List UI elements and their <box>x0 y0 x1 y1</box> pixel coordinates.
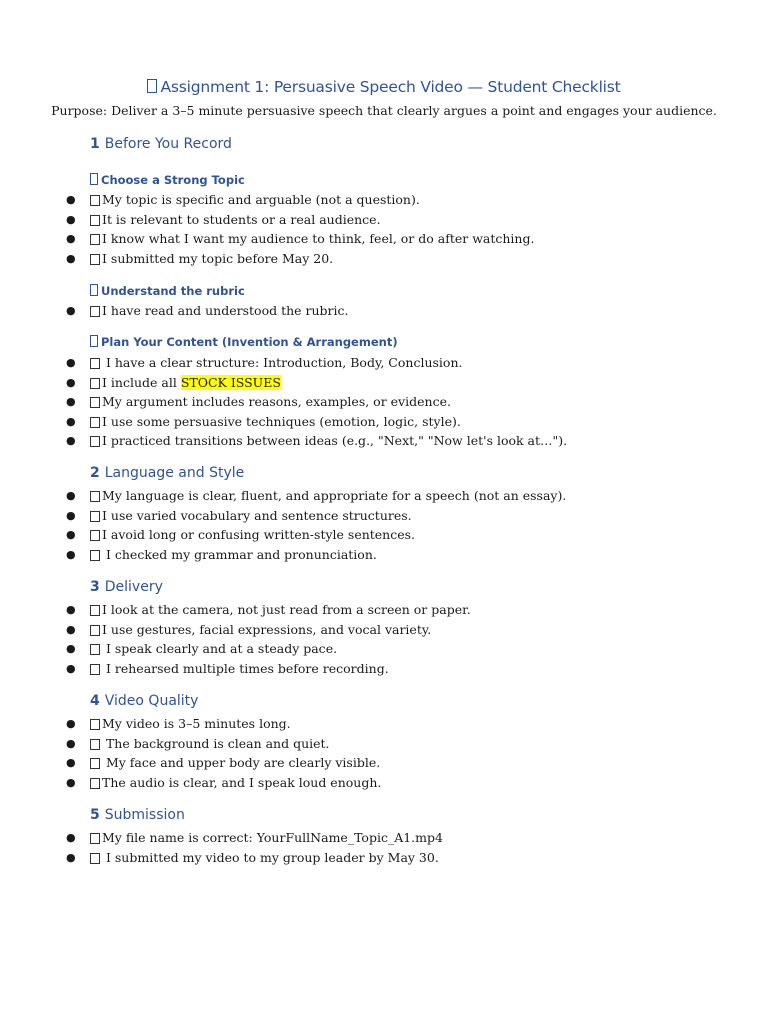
document-title <box>0 78 768 96</box>
checkbox[interactable] <box>90 758 100 769</box>
checkbox[interactable] <box>90 664 100 675</box>
bullet: ● <box>66 775 76 789</box>
list-item <box>64 506 566 526</box>
section-number: 4 <box>90 693 100 709</box>
list-item <box>64 545 566 565</box>
purpose-text: Purpose: Deliver a 3–5 minute persuasive speech that clearly argues a point and engages your audience. <box>51 103 717 118</box>
list-item <box>64 431 567 451</box>
section-title: Delivery <box>104 579 163 595</box>
checkbox[interactable] <box>90 491 100 502</box>
list-item <box>64 659 471 679</box>
list-item <box>64 412 567 432</box>
checkbox[interactable] <box>90 234 100 245</box>
checkbox[interactable] <box>90 511 100 522</box>
checkbox[interactable] <box>90 833 100 844</box>
subheading-choose-topic <box>90 173 245 187</box>
item-text: My video is 3–5 minutes long. <box>102 716 291 731</box>
section-heading-submission <box>90 807 185 823</box>
item-text: I speak clearly and at a steady pace. <box>102 641 338 656</box>
title-text: Assignment 1: Persuasive Speech Video — Student Checklist <box>160 78 621 96</box>
bullet: ● <box>66 232 76 245</box>
list-item <box>64 301 348 321</box>
section-number: 3 <box>90 579 100 595</box>
item-text: My argument includes reasons, examples, or evidence. <box>102 394 451 409</box>
item-text: I submitted my topic before May 20. <box>102 250 334 266</box>
item-text: I use some persuasive techniques (emotion, logic, style). <box>102 413 461 429</box>
missing-glyph-icon <box>90 284 98 296</box>
checkbox[interactable] <box>90 306 100 317</box>
checklist-submission <box>64 828 443 867</box>
bullet: ● <box>66 414 76 428</box>
list-item <box>64 600 471 620</box>
item-text: I have read and understood the rubric. <box>102 303 349 318</box>
item-text: I use varied vocabulary and sentence structures. <box>102 507 412 523</box>
subheading-text: Choose a Strong Topic <box>101 173 245 187</box>
list-item <box>64 249 534 269</box>
section-number: 2 <box>90 465 100 481</box>
list-item <box>64 714 381 734</box>
bullet: ● <box>66 622 76 636</box>
bullet: ● <box>66 850 76 864</box>
checkbox[interactable] <box>90 358 100 369</box>
checkbox[interactable] <box>90 254 100 265</box>
checkbox[interactable] <box>90 417 100 428</box>
checkbox[interactable] <box>90 195 100 206</box>
checklist-delivery <box>64 600 471 678</box>
item-text: I avoid long or confusing written-style sentences. <box>102 527 416 542</box>
checkbox[interactable] <box>90 739 100 750</box>
bullet: ● <box>66 356 76 369</box>
bullet: ● <box>66 434 76 447</box>
bullet: ● <box>66 375 76 389</box>
list-item <box>64 773 381 793</box>
checkbox[interactable] <box>90 436 100 447</box>
checkbox[interactable] <box>90 605 100 616</box>
checkbox[interactable] <box>90 625 100 636</box>
section-heading-before-you-record <box>90 136 232 152</box>
missing-glyph-icon <box>147 79 157 93</box>
subheading-understand-rubric <box>90 284 245 298</box>
checkbox[interactable] <box>90 378 100 389</box>
subheading-text: Plan Your Content (Invention & Arrangement) <box>101 335 398 349</box>
item-text: My file name is correct: YourFullName_Topic_A1.mp4 <box>102 830 443 845</box>
section-number: 1 <box>90 136 100 152</box>
item-text: I have a clear structure: Introduction, Body, Conclusion. <box>102 355 463 370</box>
list-item <box>64 486 566 506</box>
item-text: I practiced transitions between ideas (e.g., "Next," "Now let's look at…"). <box>102 433 568 448</box>
checklist-choose-topic <box>64 190 534 268</box>
item-text: My topic is specific and arguable (not a question). <box>102 192 420 207</box>
checklist-language-style <box>64 486 566 564</box>
list-item <box>64 639 471 659</box>
checkbox[interactable] <box>90 778 100 789</box>
list-item <box>64 525 566 545</box>
subheading-text: Understand the rubric <box>101 284 245 298</box>
checkbox[interactable] <box>90 530 100 541</box>
list-item <box>64 392 567 412</box>
section-heading-video-quality <box>90 693 198 709</box>
list-item <box>64 353 567 373</box>
bullet: ● <box>66 395 76 408</box>
item-text: I rehearsed multiple times before recording. <box>102 660 389 676</box>
bullet: ● <box>66 489 76 502</box>
item-text: I include all <box>102 374 181 390</box>
checkbox[interactable] <box>90 215 100 226</box>
item-text: The background is clean and quiet. <box>102 735 330 751</box>
section-title: Before You Record <box>104 136 232 152</box>
list-item <box>64 848 443 868</box>
section-title: Language and Style <box>104 465 245 481</box>
section-heading-language-style <box>90 465 244 481</box>
bullet: ● <box>66 717 76 730</box>
item-text: My face and upper body are clearly visible. <box>102 755 381 770</box>
item-text: I use gestures, facial expressions, and vocal variety. <box>102 621 432 637</box>
bullet: ● <box>66 661 76 675</box>
bullet: ● <box>66 736 76 750</box>
checklist-rubric <box>64 301 348 321</box>
checklist-plan-content <box>64 353 567 451</box>
checkbox[interactable] <box>90 719 100 730</box>
section-number: 5 <box>90 807 100 823</box>
subheading-plan-content <box>90 335 398 349</box>
section-title: Video Quality <box>104 693 199 709</box>
section-heading-delivery <box>90 579 163 595</box>
checkbox[interactable] <box>90 644 100 655</box>
bullet: ● <box>66 251 76 265</box>
bullet: ● <box>66 528 76 541</box>
missing-glyph-icon <box>90 335 98 347</box>
item-text: The audio is clear, and I speak loud enough. <box>102 774 382 790</box>
bullet: ● <box>66 304 76 317</box>
list-item <box>64 190 534 210</box>
checklist-video-quality <box>64 714 381 792</box>
bullet: ● <box>66 508 76 522</box>
list-item <box>64 734 381 754</box>
checkbox[interactable] <box>90 550 100 561</box>
bullet: ● <box>66 212 76 226</box>
checkbox[interactable] <box>90 853 100 864</box>
bullet: ● <box>66 547 76 561</box>
bullet: ● <box>66 193 76 206</box>
item-text: I look at the camera, not just read from a screen or paper. <box>102 602 471 617</box>
highlighted-text: STOCK ISSUES <box>180 374 281 390</box>
list-item <box>64 620 471 640</box>
list-item <box>64 229 534 249</box>
item-text: I know what I want my audience to think, feel, or do after watching. <box>102 231 535 246</box>
list-item <box>64 373 567 393</box>
bullet: ● <box>66 642 76 655</box>
item-text: I submitted my video to my group leader by May 30. <box>102 849 439 865</box>
list-item <box>64 210 534 230</box>
list-item <box>64 753 381 773</box>
list-item <box>64 828 443 848</box>
section-title: Submission <box>104 807 185 823</box>
missing-glyph-icon <box>90 173 98 185</box>
item-text: I checked my grammar and pronunciation. <box>102 546 377 562</box>
checkbox[interactable] <box>90 397 100 408</box>
bullet: ● <box>66 831 76 844</box>
bullet: ● <box>66 603 76 616</box>
item-text: My language is clear, fluent, and appropriate for a speech (not an essay). <box>102 488 567 503</box>
bullet: ● <box>66 756 76 769</box>
item-text: It is relevant to students or a real audience. <box>102 211 381 227</box>
